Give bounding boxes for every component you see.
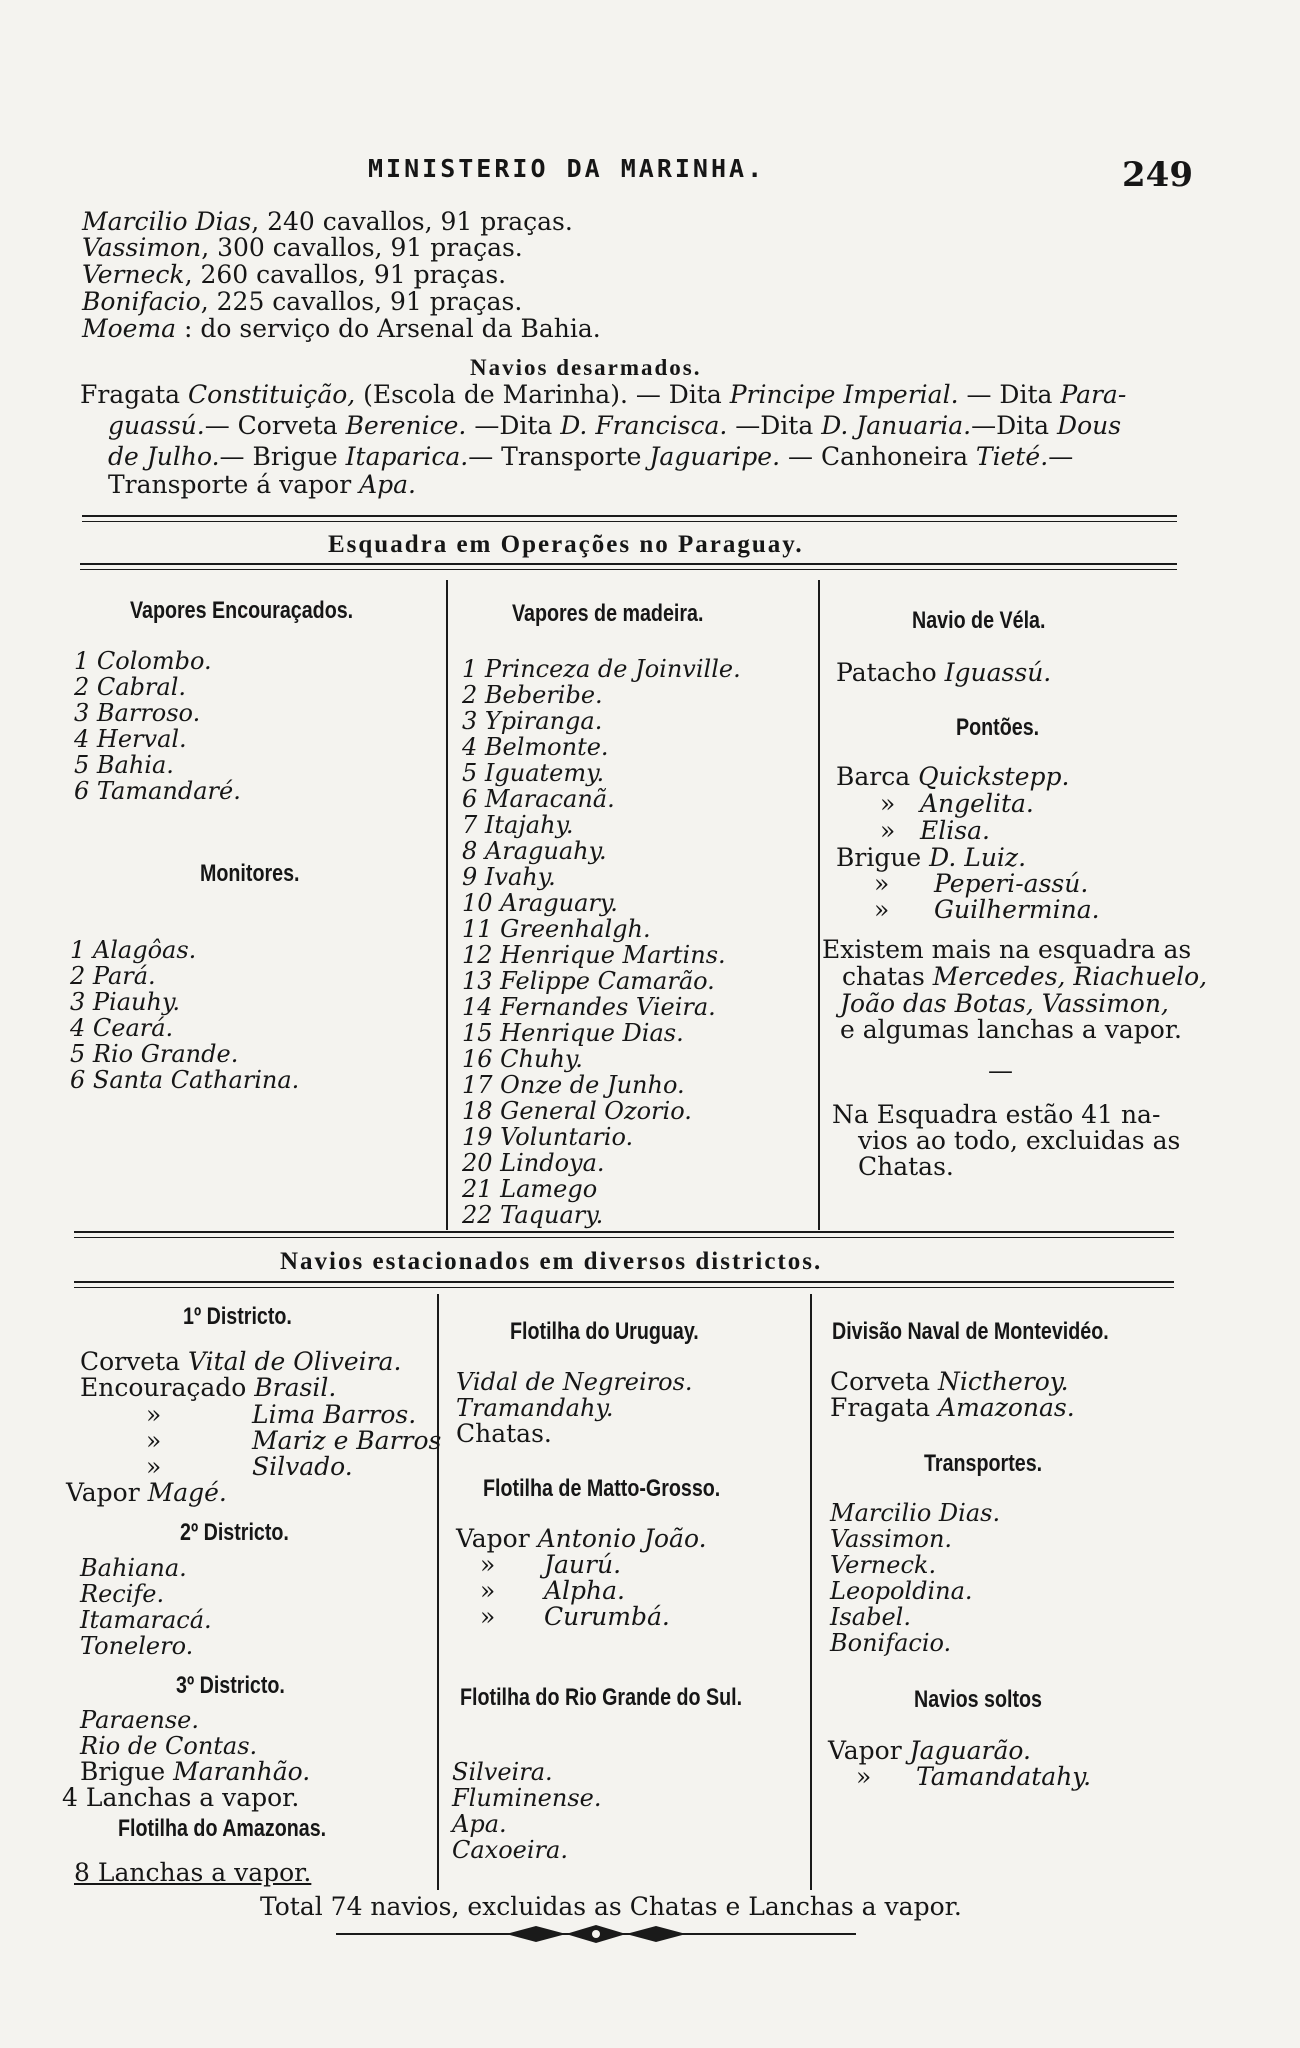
- page-number: 249: [1122, 155, 1193, 195]
- column-divider: [437, 1294, 439, 1890]
- list-item: Leopoldina.: [830, 1577, 973, 1605]
- list-item: Apa.: [452, 1810, 507, 1838]
- rio-grande-heading: Flotilha do Rio Grande do Sul.: [460, 1684, 743, 1711]
- brigue-line: Brigue D. Luiz.: [836, 843, 1027, 872]
- ditto-line: » Angelita.: [880, 789, 1034, 818]
- ditto-line: » Mariz e Barros: [146, 1426, 442, 1455]
- transport-line: Marcilio Dias, 240 cavallos, 91 praças.: [82, 207, 573, 236]
- ditto-line: » Alpha.: [480, 1576, 626, 1605]
- transport-line: Vassimon, 300 cavallos, 91 praças.: [82, 233, 523, 262]
- desarmados-title: Navios desarmados.: [470, 355, 702, 380]
- soltos-heading: Navios soltos: [914, 1686, 1042, 1713]
- transportes-heading: Transportes.: [924, 1450, 1043, 1477]
- list-item: Tonelero.: [80, 1632, 194, 1660]
- estacionados-title: Navios estacionados em diversos districtos.: [280, 1248, 823, 1275]
- divider: [80, 563, 1177, 565]
- fragata-line: Fragata Amazonas.: [830, 1393, 1075, 1422]
- vapor-line: Vapor Magé.: [66, 1478, 227, 1507]
- list-item: 3 Barroso.: [74, 699, 201, 727]
- list-item: 14 Fernandes Vieira.: [462, 993, 716, 1021]
- vapor-line: Vapor Jaguarão.: [828, 1736, 1031, 1765]
- monitores-list: [70, 937, 299, 1093]
- column-divider: [810, 1294, 812, 1890]
- list-item: Marcilio Dias.: [830, 1499, 1001, 1527]
- list-item: 1 Princeza de Joinville.: [462, 655, 741, 683]
- note-line: João das Botas, Vassimon,: [840, 989, 1169, 1018]
- list-item: 2 Pará.: [70, 962, 156, 990]
- list-item: 2 Cabral.: [74, 673, 187, 701]
- uruguay-list: [456, 1369, 693, 1421]
- column-divider: [818, 580, 820, 1230]
- note-line: Chatas.: [858, 1152, 954, 1181]
- list-item: Bahiana.: [80, 1554, 187, 1582]
- list-item: 15 Henrique Dias.: [462, 1019, 684, 1047]
- list-item: 17 Onze de Junho.: [462, 1071, 685, 1099]
- districto-2-list: [80, 1555, 212, 1659]
- list-item: 1 Colombo.: [74, 647, 212, 675]
- list-item: Paraense.: [80, 1706, 199, 1734]
- encouracados-list: [74, 648, 241, 804]
- divider: [74, 1231, 1174, 1233]
- vapor-line: Vapor Antonio João.: [456, 1524, 707, 1553]
- list-item: Fluminense.: [452, 1784, 602, 1812]
- districto-3-list: [80, 1707, 257, 1759]
- page-title: MINISTERIO DA MARINHA.: [368, 154, 766, 183]
- list-item: 3 Piauhy.: [70, 988, 180, 1016]
- ditto-line: » Peperi-assú.: [874, 869, 1089, 898]
- desarmados-line-2: guassú.— Corveta Berenice. —Dita D. Francisca. —Dita D. Januaria.—Dita Dous: [108, 411, 1122, 440]
- column-divider: [446, 580, 448, 1230]
- list-item: Silveira.: [452, 1758, 553, 1786]
- matto-grosso-heading: Flotilha de Matto-Grosso.: [483, 1475, 721, 1502]
- list-item: 16 Chuhy.: [462, 1045, 583, 1073]
- list-item: 13 Felippe Camarão.: [462, 967, 715, 995]
- list-item: Bonifacio.: [830, 1629, 952, 1657]
- list-item: 4 Herval.: [74, 725, 187, 753]
- list-item: 5 Rio Grande.: [70, 1040, 239, 1068]
- districto-3-heading: 3º Districto.: [176, 1672, 285, 1699]
- list-item: 1 Alagôas.: [70, 936, 197, 964]
- list-item: 4 Ceará.: [70, 1014, 174, 1042]
- chatas-line: Chatas.: [456, 1419, 552, 1448]
- list-item: 20 Lindoya.: [462, 1149, 605, 1177]
- list-item: Recife.: [80, 1580, 165, 1608]
- list-item: 9 Ivahy.: [462, 863, 556, 891]
- list-item: 3 Ypiranga.: [462, 707, 603, 735]
- list-item: Vassimon.: [830, 1525, 953, 1553]
- list-item: 21 Lamego: [462, 1175, 598, 1203]
- list-item: 5 Bahia.: [74, 751, 174, 779]
- note-line: e algumas lanchas a vapor.: [840, 1015, 1183, 1044]
- desarmados-line-4: Transporte á vapor Apa.: [108, 470, 417, 499]
- ditto-line: » Lima Barros.: [146, 1400, 417, 1429]
- note-dash: —: [988, 1056, 1013, 1085]
- list-item: Caxoeira.: [452, 1836, 568, 1864]
- desarmados-line-3: de Julho.— Brigue Itaparica.— Transporte Jaguaripe. — Canhoneira Tieté.—: [108, 442, 1074, 471]
- divider: [74, 1237, 1174, 1238]
- note-line: vios ao todo, excluidas as: [858, 1126, 1181, 1155]
- list-item: Itamaracá.: [80, 1606, 212, 1634]
- encouracado-line: Encouraçado Brasil.: [80, 1373, 337, 1402]
- list-item: 6 Santa Catharina.: [70, 1066, 300, 1094]
- desarmados-line-1: Fragata Constituição, (Escola de Marinha). — Dita Principe Imperial. — Dita Para-: [80, 380, 1127, 409]
- note-line: chatas Mercedes, Riachuelo,: [842, 962, 1208, 991]
- monitores-heading: Monitores.: [200, 860, 300, 887]
- uruguay-heading: Flotilha do Uruguay.: [510, 1318, 699, 1345]
- divider: [74, 1281, 1174, 1283]
- ditto-line: » Guilhermina.: [874, 895, 1100, 924]
- madeira-heading: Vapores de madeira.: [512, 600, 704, 627]
- transport-line: Bonifacio, 225 cavallos, 91 praças.: [82, 287, 523, 316]
- list-item: 8 Araguahy.: [462, 837, 607, 865]
- lanchas-line: 4 Lanchas a vapor.: [62, 1783, 300, 1812]
- esquadra-title: Esquadra em Operações no Paraguay.: [328, 531, 804, 558]
- list-item: Verneck.: [830, 1551, 937, 1579]
- list-item: 12 Henrique Martins.: [462, 941, 726, 969]
- madeira-list: [462, 656, 741, 1228]
- ditto-line: » Silvado.: [146, 1452, 353, 1481]
- corveta-line: Corveta Vital de Oliveira.: [80, 1347, 402, 1376]
- list-item: 18 General Ozorio.: [462, 1097, 692, 1125]
- districto-2-heading: 2º Districto.: [180, 1519, 289, 1546]
- divider: [82, 521, 1177, 522]
- transportes-list: [830, 1500, 1000, 1656]
- pontoes-heading: Pontões.: [956, 714, 1040, 741]
- note-line: Existem mais na esquadra as: [822, 935, 1192, 964]
- list-item: 6 Maracanã.: [462, 785, 615, 813]
- barca-line: Barca Quickstepp.: [836, 762, 1070, 791]
- list-item: Tramandahy.: [456, 1394, 614, 1422]
- list-item: Rio de Contas.: [80, 1732, 258, 1760]
- list-item: 5 Iguatemy.: [462, 759, 605, 787]
- list-item: 10 Araguary.: [462, 889, 618, 917]
- amazonas-heading: Flotilha do Amazonas.: [118, 1815, 327, 1842]
- ornament-rule: [336, 1922, 856, 1946]
- list-item: 2 Beberibe.: [462, 681, 603, 709]
- ditto-line: » Tamandatahy.: [856, 1762, 1092, 1791]
- vela-heading: Navio de Véla.: [912, 607, 1046, 634]
- list-item: 4 Belmonte.: [462, 733, 609, 761]
- brigue-line: Brigue Maranhão.: [80, 1757, 311, 1786]
- encouracados-heading: Vapores Encouraçados.: [130, 597, 354, 624]
- districto-1-heading: 1º Districto.: [183, 1303, 292, 1330]
- list-item: Vidal de Negreiros.: [456, 1368, 693, 1396]
- corveta-line: Corveta Nictheroy.: [830, 1367, 1069, 1396]
- montevideo-heading: Divisão Naval de Montevidéo.: [832, 1318, 1109, 1345]
- divider: [74, 1287, 1174, 1288]
- patacho-line: Patacho Iguassú.: [836, 658, 1052, 687]
- list-item: 6 Tamandaré.: [74, 777, 241, 805]
- transport-line: Verneck, 260 cavallos, 91 praças.: [82, 260, 507, 289]
- list-item: 22 Taquary.: [462, 1201, 604, 1229]
- lanchas-line: 8 Lanchas a vapor.: [74, 1858, 312, 1887]
- list-item: 19 Voluntario.: [462, 1123, 634, 1151]
- list-item: 7 Itajahy.: [462, 811, 574, 839]
- total-line: Total 74 navios, excluidas as Chatas e Lanchas a vapor.: [260, 1892, 962, 1921]
- note-line: Na Esquadra estão 41 na-: [832, 1100, 1161, 1129]
- list-item: 11 Greenhalgh.: [462, 915, 651, 943]
- rio-grande-list: [452, 1759, 601, 1863]
- divider: [80, 569, 1177, 570]
- transport-line: Moema : do serviço do Arsenal da Bahia.: [82, 314, 601, 343]
- ditto-line: » Curumbá.: [480, 1602, 670, 1631]
- ditto-line: » Jaurú.: [480, 1550, 622, 1579]
- ditto-line: » Elisa.: [880, 816, 990, 845]
- divider: [82, 515, 1177, 517]
- list-item: Isabel.: [830, 1603, 911, 1631]
